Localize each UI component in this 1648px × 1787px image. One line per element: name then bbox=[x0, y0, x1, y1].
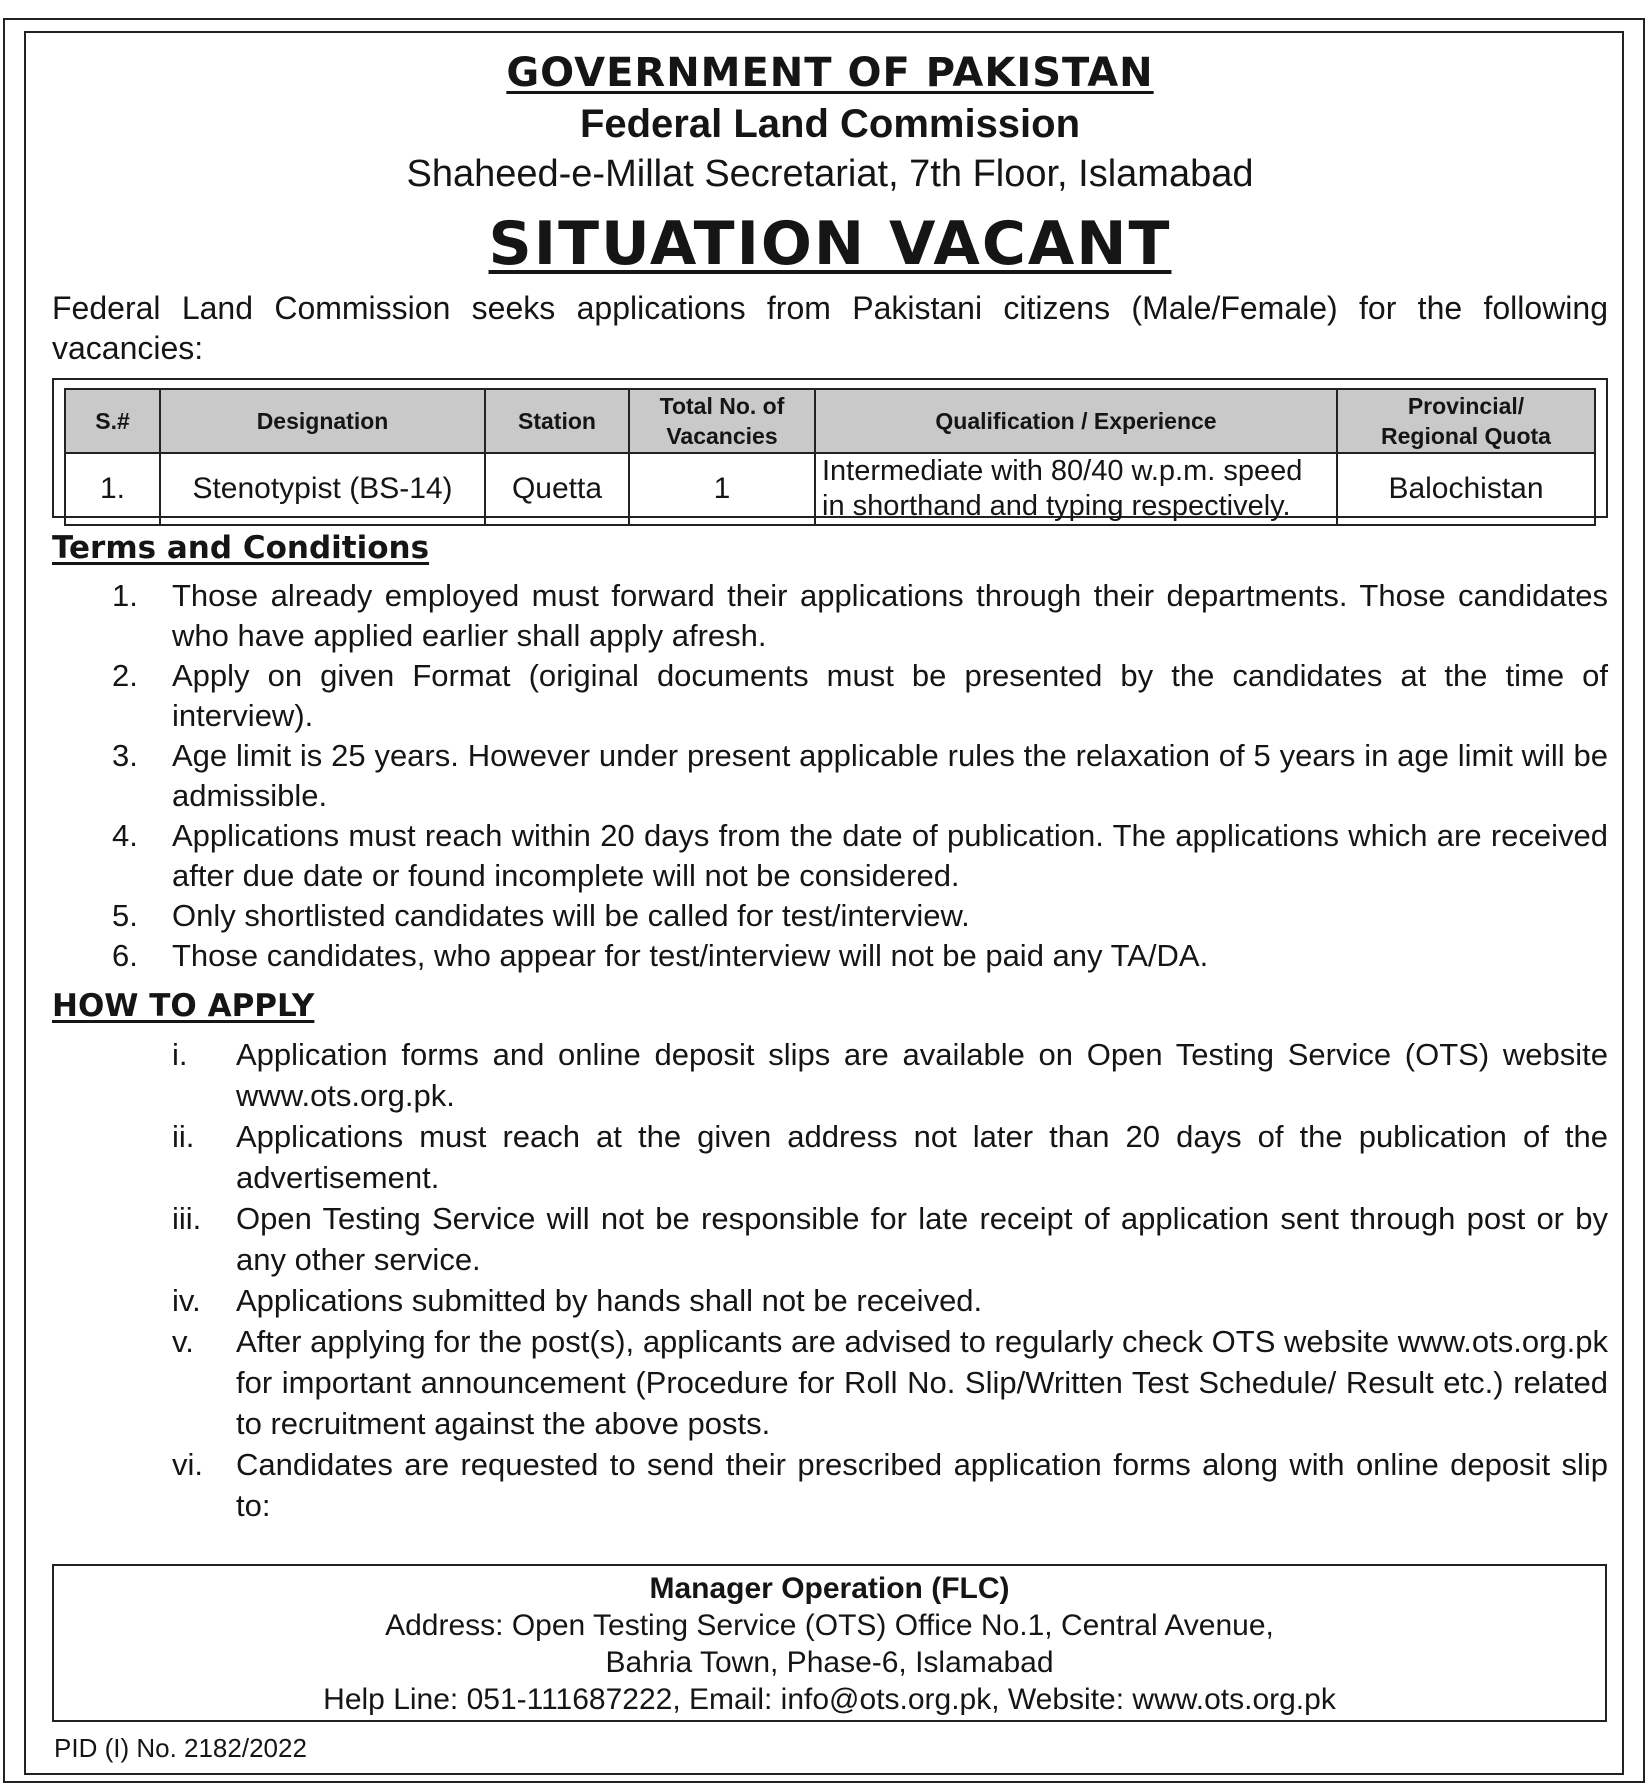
list-item bbox=[52, 1116, 1608, 1198]
table-header-row bbox=[65, 389, 1595, 453]
col-qualification: Qualification / Experience bbox=[815, 389, 1337, 453]
contact-address-line2: Bahria Town, Phase-6, Islamabad bbox=[605, 1646, 1054, 1679]
item-text: Applications must reach at the given address not later than 20 days of the publication of the advertisement. bbox=[236, 1119, 1608, 1195]
item-text: Open Testing Service will not be responsible for late receipt of application sent through post or by any other service. bbox=[236, 1201, 1608, 1277]
col-quota bbox=[1337, 389, 1595, 453]
item-text: After applying for the post(s), applicants are advised to regularly check OTS website www.ots.org.pk for important announcement (Procedure for Roll No. Slip/Written Test Schedule/ Result etc.) related to recruitment against the above posts. bbox=[236, 1324, 1608, 1441]
list-item bbox=[52, 936, 1608, 976]
item-number: 1. bbox=[112, 578, 138, 613]
item-number: 2. bbox=[112, 658, 138, 693]
item-text: Those already employed must forward their applications through their departments. Those candidates who have applied earlier shall apply afresh. bbox=[172, 578, 1608, 653]
contact-box bbox=[52, 1564, 1607, 1722]
intro-paragraph: Federal Land Commission seeks applications from Pakistani citizens (Male/Female) for the following vacancies: bbox=[52, 290, 1608, 366]
item-text: Only shortlisted candidates will be called for test/interview. bbox=[172, 898, 970, 933]
cell-station: Quetta bbox=[485, 453, 629, 525]
item-number: v. bbox=[172, 1324, 194, 1359]
cell-qualification bbox=[815, 453, 1337, 525]
col-quota-line1: Provincial/ bbox=[1407, 393, 1525, 419]
page-title: SITUATION VACANT bbox=[488, 209, 1172, 279]
item-text: Those candidates, who appear for test/interview will not be paid any TA/DA. bbox=[172, 938, 1209, 973]
qualification-line1: Intermediate with 80/40 w.p.m. speed bbox=[822, 455, 1303, 487]
list-item bbox=[52, 1198, 1608, 1280]
item-text: Applications submitted by hands shall not be received. bbox=[236, 1283, 983, 1318]
cell-quota: Balochistan bbox=[1337, 453, 1595, 525]
item-number: iii. bbox=[172, 1201, 202, 1236]
list-item bbox=[52, 816, 1608, 896]
how-to-apply-heading: HOW TO APPLY bbox=[52, 988, 315, 1024]
vacancy-table bbox=[64, 388, 1596, 526]
item-text: Applications must reach within 20 days from the date of publication. The applications which are received after due date or found incomplete will not be considered. bbox=[172, 818, 1608, 893]
pid-number: PID (I) No. 2182/2022 bbox=[54, 1733, 307, 1763]
cell-sno: 1. bbox=[65, 453, 160, 525]
list-item bbox=[52, 1444, 1608, 1526]
item-number: vi. bbox=[172, 1447, 203, 1482]
government-heading: GOVERNMENT OF PAKISTAN bbox=[506, 50, 1154, 96]
vacancy-table-frame bbox=[52, 378, 1608, 522]
item-number: 3. bbox=[112, 738, 138, 773]
item-text: Age limit is 25 years. However under present applicable rules the relaxation of 5 years in age limit will be admissible. bbox=[172, 738, 1608, 813]
list-item bbox=[52, 576, 1608, 656]
col-vacancies bbox=[629, 389, 815, 453]
col-vacancies-line1: Total No. of bbox=[659, 393, 785, 419]
item-text: Candidates are requested to send their prescribed application forms along with online deposit slip to: bbox=[236, 1447, 1608, 1523]
item-number: 5. bbox=[112, 898, 138, 933]
item-number: i. bbox=[172, 1037, 188, 1072]
item-number: 6. bbox=[112, 938, 138, 973]
contact-title: Manager Operation (FLC) bbox=[649, 1572, 1010, 1605]
item-number: iv. bbox=[172, 1283, 201, 1318]
col-designation: Designation bbox=[160, 389, 485, 453]
item-text: Application forms and online deposit slips are available on Open Testing Service (OTS) website www.ots.org.pk. bbox=[236, 1037, 1608, 1113]
qualification-line2: in shorthand and typing respectively. bbox=[822, 490, 1291, 522]
how-to-apply-list bbox=[52, 1034, 1608, 1526]
col-station: Station bbox=[485, 389, 629, 453]
commission-heading: Federal Land Commission bbox=[579, 102, 1081, 146]
item-number: 4. bbox=[112, 818, 138, 853]
col-quota-line2: Regional Quota bbox=[1381, 423, 1551, 449]
contact-helpline: Help Line: 051-111687222, Email: info@ots.org.pk, Website: www.ots.org.pk bbox=[323, 1683, 1336, 1716]
office-address: Shaheed-e-Millat Secretariat, 7th Floor, Islamabad bbox=[406, 153, 1254, 195]
col-sno: S.# bbox=[65, 389, 160, 453]
advertisement-content bbox=[52, 36, 1608, 1526]
list-item bbox=[52, 736, 1608, 816]
list-item bbox=[52, 1280, 1608, 1321]
header bbox=[52, 46, 1608, 282]
list-item bbox=[52, 656, 1608, 736]
terms-list bbox=[52, 576, 1608, 976]
cell-designation: Stenotypist (BS-14) bbox=[160, 453, 485, 525]
list-item bbox=[52, 896, 1608, 936]
list-item bbox=[52, 1034, 1608, 1116]
col-vacancies-line2: Vacancies bbox=[666, 423, 778, 449]
item-number: ii. bbox=[172, 1119, 195, 1154]
cell-vacancies: 1 bbox=[629, 453, 815, 525]
list-item bbox=[52, 1321, 1608, 1444]
terms-heading: Terms and Conditions bbox=[52, 530, 430, 566]
table-row bbox=[65, 453, 1595, 525]
item-text: Apply on given Format (original documents must be presented by the candidates at the time of interview). bbox=[172, 658, 1608, 733]
contact-address-line1: Address: Open Testing Service (OTS) Office No.1, Central Avenue, bbox=[385, 1609, 1274, 1642]
